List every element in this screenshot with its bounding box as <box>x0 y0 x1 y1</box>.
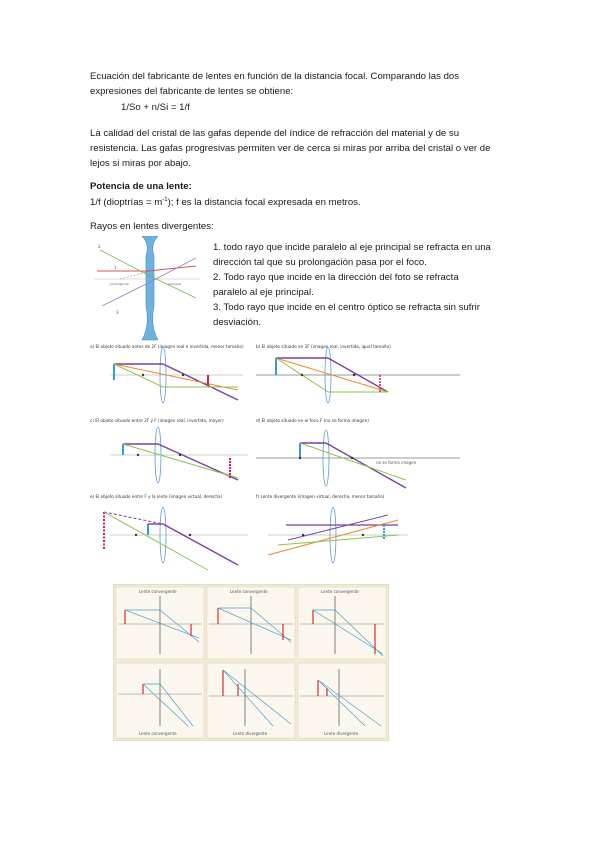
quality-line-3: lejos si miras por abajo. <box>90 158 191 169</box>
converging-lens-cases <box>88 340 468 580</box>
diagram-label-ray3: 3 <box>116 310 119 315</box>
power-heading: Potencia de una lente: <box>90 181 192 192</box>
grid-bottom-row <box>116 663 386 738</box>
diverging-rule-2-line2: paralelo al eje principal. <box>213 287 314 298</box>
grid-top-label-2: Lente convergente <box>230 589 268 594</box>
diverging-heading: Rayos en lentes divergentes: <box>90 221 214 232</box>
panel-f-title: f) Lente divergente (imagen virtual, derecha, menor tamaño) <box>256 494 385 499</box>
lens-grid-figure <box>113 584 389 741</box>
grid-bottom-label-3: Lente divergente <box>324 731 359 736</box>
panel-e <box>90 494 248 570</box>
diagram-label-ray2: 2 <box>98 244 101 249</box>
panel-f <box>256 494 408 563</box>
panel-a <box>90 344 244 403</box>
power-formula <box>90 195 361 210</box>
panel-d-note: no se forma imagen <box>376 460 417 465</box>
diverging-rule-2-line1: 2. Todo rayo que incide en la dirección del foto se refracta <box>213 272 459 283</box>
grid-bottom-label-1: Lente convergente <box>139 731 177 736</box>
panel-b-title: b) El objeto situado en 2F (imagen real, invertida, igual tamaño) <box>256 344 391 349</box>
panel-d-title: d) El objeto situado en el foco F (no se forma imagen) <box>256 418 369 423</box>
diagram-label-right: principal <box>168 282 181 286</box>
power-formula-sup: -1 <box>162 197 168 203</box>
quality-line-1: La calidad del cristal de las gafas depende del índice de refracción del material y de su <box>90 128 460 139</box>
power-formula-pre: 1/f (dioptrías = m <box>90 197 163 208</box>
diagram-label-ray1: 1 <box>114 265 117 270</box>
diverging-lens-diagram <box>92 236 202 344</box>
grid-top-label-3: Lente convergente <box>321 589 359 594</box>
diagram-label-left: prolongación <box>110 282 130 286</box>
quality-line-2: resistencia. Las gafas progresivas permiten ver de cerca si miras por arriba del cristal o ver de <box>90 143 491 154</box>
diverging-rule-3-line1: 3. Todo rayo que incide en el centro óptico se refracta sin sufrir <box>213 302 480 313</box>
diverging-rule-3-line2: desviación. <box>213 317 261 328</box>
diverging-rule-1-line1: 1. todo rayo que incide paralelo al eje principal se refracta en una <box>213 242 491 253</box>
panel-a-title: a) El objeto situado antes de 2F (imagen real e invertida, menor tamaño) <box>90 344 244 349</box>
intro-line-1: Ecuación del fabricante de lentes en función de la distancia focal. Comparando las dos <box>90 71 460 82</box>
panel-c <box>90 418 248 483</box>
panel-d <box>256 418 460 488</box>
lensmaker-formula: 1/So + n/Si = 1/f <box>121 102 190 113</box>
diverging-rule-1-line2: dirección tal que su prolongación pasa por el foco. <box>213 257 427 268</box>
panel-b <box>256 344 460 403</box>
grid-bottom-label-2: Lente divergente <box>233 731 268 736</box>
power-formula-post: ); f es la distancia focal expresada en metros. <box>167 197 361 208</box>
panel-c-title: c) El objeto situado entre 2F y F (imagen real, invertida, mayor) <box>90 418 224 423</box>
grid-top-label-1: Lente convergente <box>139 589 177 594</box>
intro-line-2: expresiones del fabricante de lentes se obtiene: <box>90 86 294 97</box>
panel-e-title: e) El objeto situado entre F y la lente (imagen virtual, derecha) <box>90 494 223 499</box>
grid-top-row <box>116 587 386 659</box>
